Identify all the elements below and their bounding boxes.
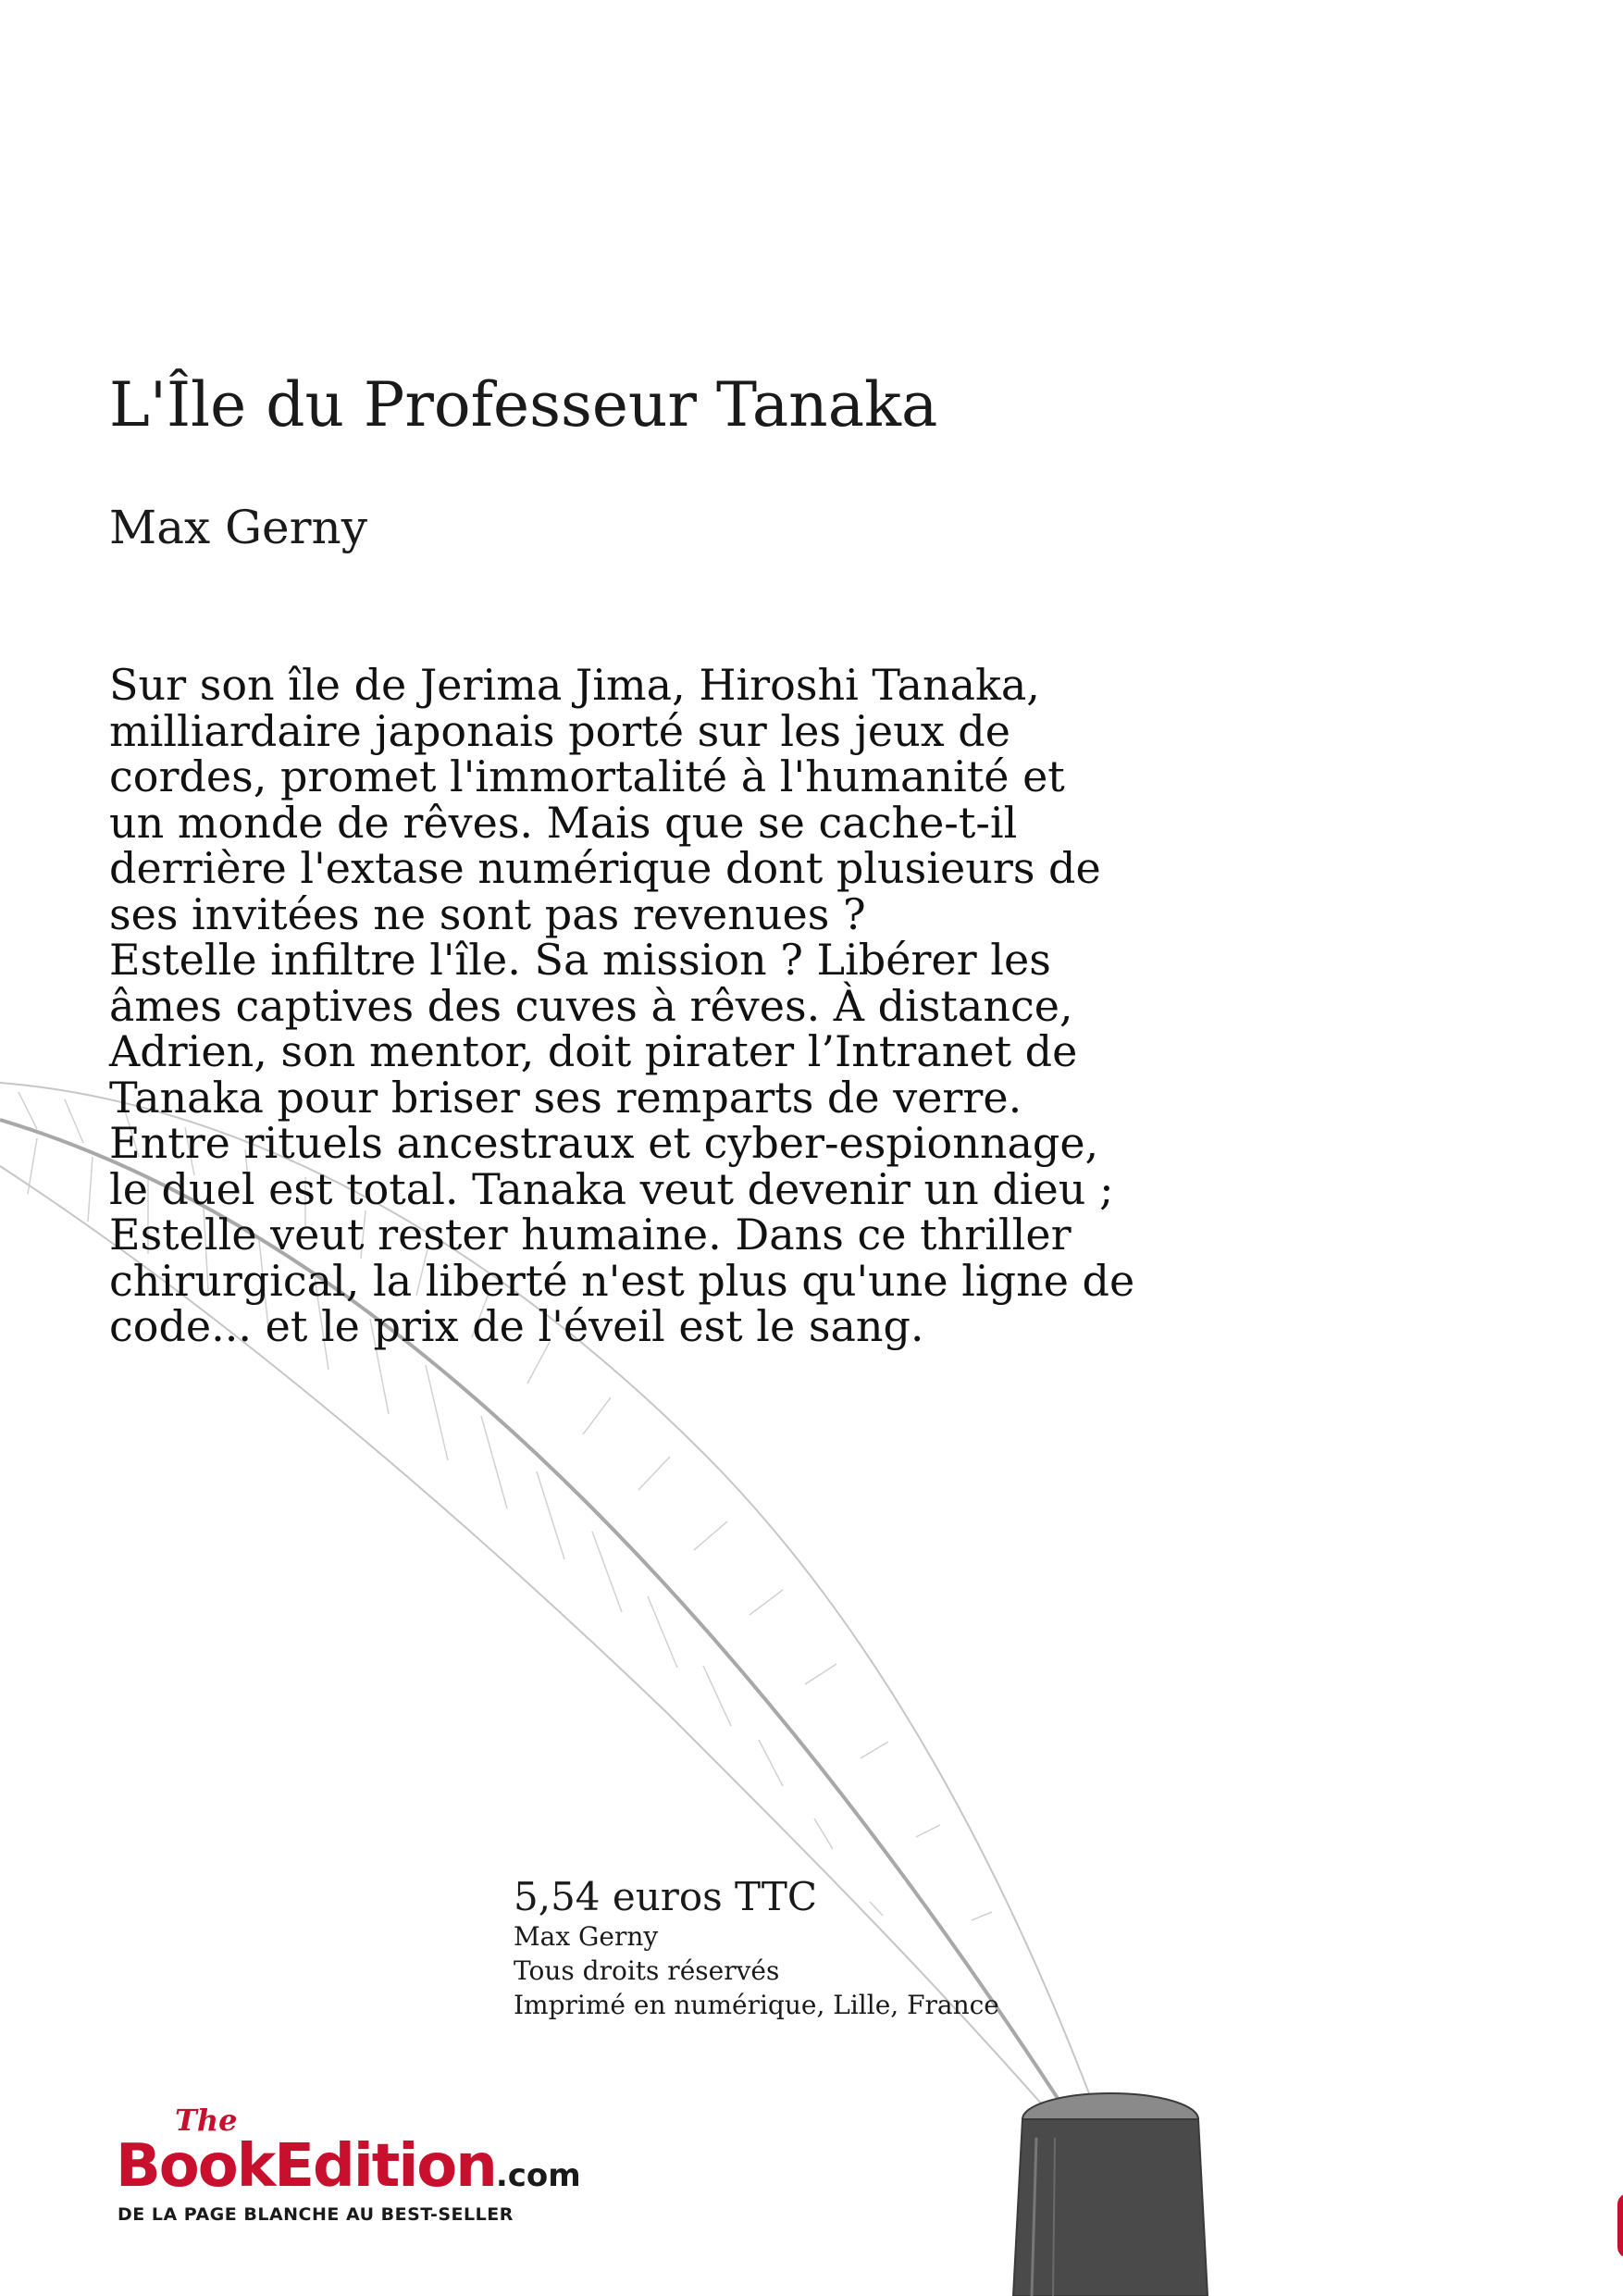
imprint-author: Max Gerny bbox=[514, 1921, 659, 1953]
publisher-logo bbox=[116, 2101, 671, 2225]
book-title: L'Île du Professeur Tanaka bbox=[109, 369, 938, 441]
logo-wordmark bbox=[116, 2132, 581, 2201]
logo-the: The bbox=[175, 2103, 238, 2138]
imprint-rights: Tous droits réservés bbox=[514, 1955, 780, 1987]
book-synopsis: Sur son île de Jerima Jima, Hiroshi Tanaka, milliardaire japonais porté sur les jeux de cordes, promet l'immortalité à l'humanité et un monde de rêves. Mais que se cache-t-il derrière l'extase numérique dont plusieurs de ses invitées ne sont pas revenues ? Estelle infiltre l'île. Sa mission ? Libérer les âmes captives des cuves à rêves. À distance, Adrien, son mentor, doit pirater l’Intranet de Tanaka pour briser ses remparts de verre. Entre rituels ancestraux et cyber-espionnage, le duel est total. Tanaka veut devenir un dieu ; Estelle veut rester humaine. Dans ce thriller chirurgical, la liberté n'est plus qu'une ligne de code... et le prix de l'éveil est le sang. bbox=[109, 660, 1135, 1351]
book-author: Max Gerny bbox=[109, 501, 367, 554]
imprint-printed: Imprimé en numérique, Lille, France bbox=[514, 1990, 999, 2021]
price-label: 5,54 euros TTC bbox=[514, 1874, 817, 1919]
edge-mark bbox=[1617, 2193, 1623, 2258]
logo-domain: .com bbox=[495, 2157, 581, 2194]
logo-tagline: DE LA PAGE BLANCHE AU BEST-SELLER bbox=[118, 2204, 514, 2225]
imprint-block bbox=[514, 1874, 999, 2023]
logo-name: BookEdition bbox=[116, 2132, 496, 2201]
